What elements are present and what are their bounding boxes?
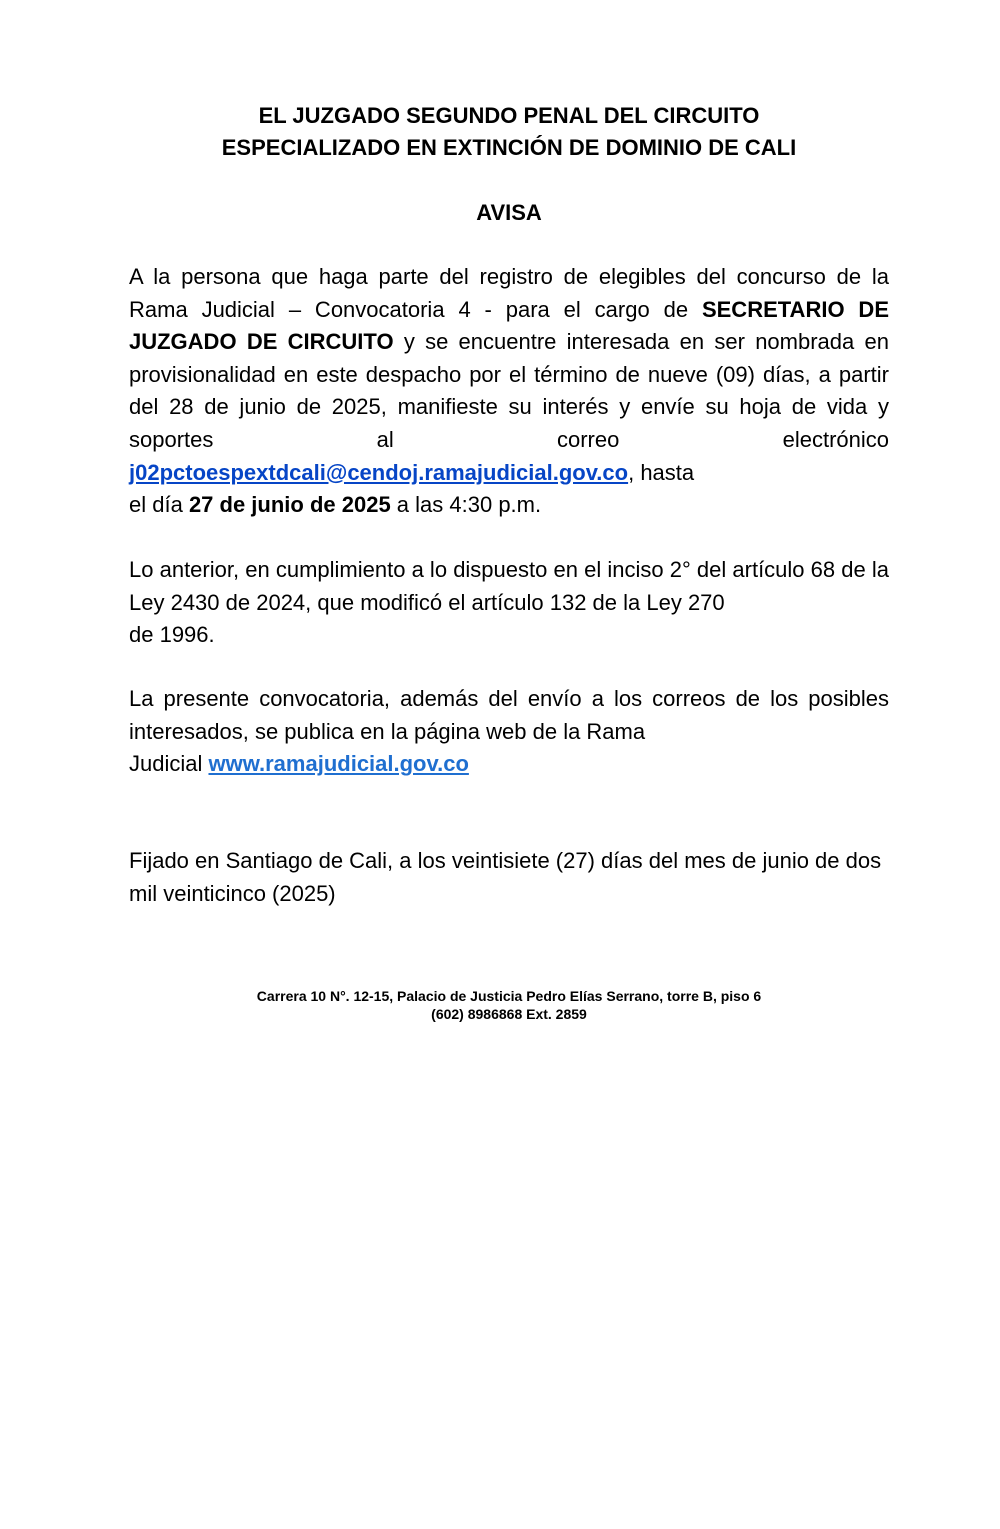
legal-basis-last-line: de 1996.	[129, 622, 215, 648]
notice-paragraph-1	[129, 261, 889, 522]
court-heading	[129, 100, 889, 164]
website-link[interactable]: www.ramajudicial.gov.co	[208, 751, 469, 777]
email-link[interactable]: j02pctoespextdcali@cendoj.ramajudicial.gov.co	[129, 459, 629, 485]
notice-paragraph-3	[129, 683, 889, 781]
deadline-line	[129, 489, 889, 522]
notice-text: a las 4:30 p.m.	[390, 492, 542, 518]
notice-text: A la persona que haga parte del registro de elegibles del concurso de la Rama Judicial – Convocatoria 4 - para el cargo de	[129, 264, 889, 322]
publication-last-line	[129, 748, 889, 781]
court-name-line1: EL JUZGADO SEGUNDO PENAL DEL CIRCUITO	[258, 103, 760, 128]
publication-text: Judicial	[129, 751, 209, 777]
notice-text: , hasta	[628, 459, 695, 485]
notice-text: el día	[129, 492, 189, 518]
notice-paragraph-4: Fijado en Santiago de Cali, a los veintisiete (27) días del mes de junio de dos mil veinticinco (2025)	[129, 848, 882, 906]
court-name-line2: ESPECIALIZADO EN EXTINCIÓN DE DOMINIO DE CALI	[221, 135, 797, 160]
notice-title: AVISA	[476, 200, 542, 225]
deadline-date: 27 de junio de 2025	[188, 492, 391, 518]
notice-text: y se encuentre interesada en ser nombrada en provisionalidad en este despacho por el término de nueve (09) días, a partir del 28 de junio de 2025, manifieste su interés y envíe su hoja de vida y soportes al correo electrónico	[129, 329, 889, 452]
legal-basis-text: Lo anterior, en cumplimiento a lo dispuesto en el inciso 2° del artículo 68 de la Ley 2430 de 2024, que modificó el artículo 132 de la Ley 270	[129, 557, 889, 615]
position-name: SECRETARIO DE JUZGADO DE CIRCUITO	[129, 296, 889, 355]
notice-paragraph-2	[129, 554, 889, 652]
footer	[129, 987, 889, 1023]
footer-phone: (602) 8986868 Ext. 2859	[431, 1006, 587, 1022]
footer-address: Carrera 10 N°. 12-15, Palacio de Justicia Pedro Elías Serrano, torre B, piso 6	[256, 988, 762, 1004]
publication-text: La presente convocatoria, además del envío a los correos de los posibles interesados, se publica en la página web de la Rama	[129, 686, 889, 744]
